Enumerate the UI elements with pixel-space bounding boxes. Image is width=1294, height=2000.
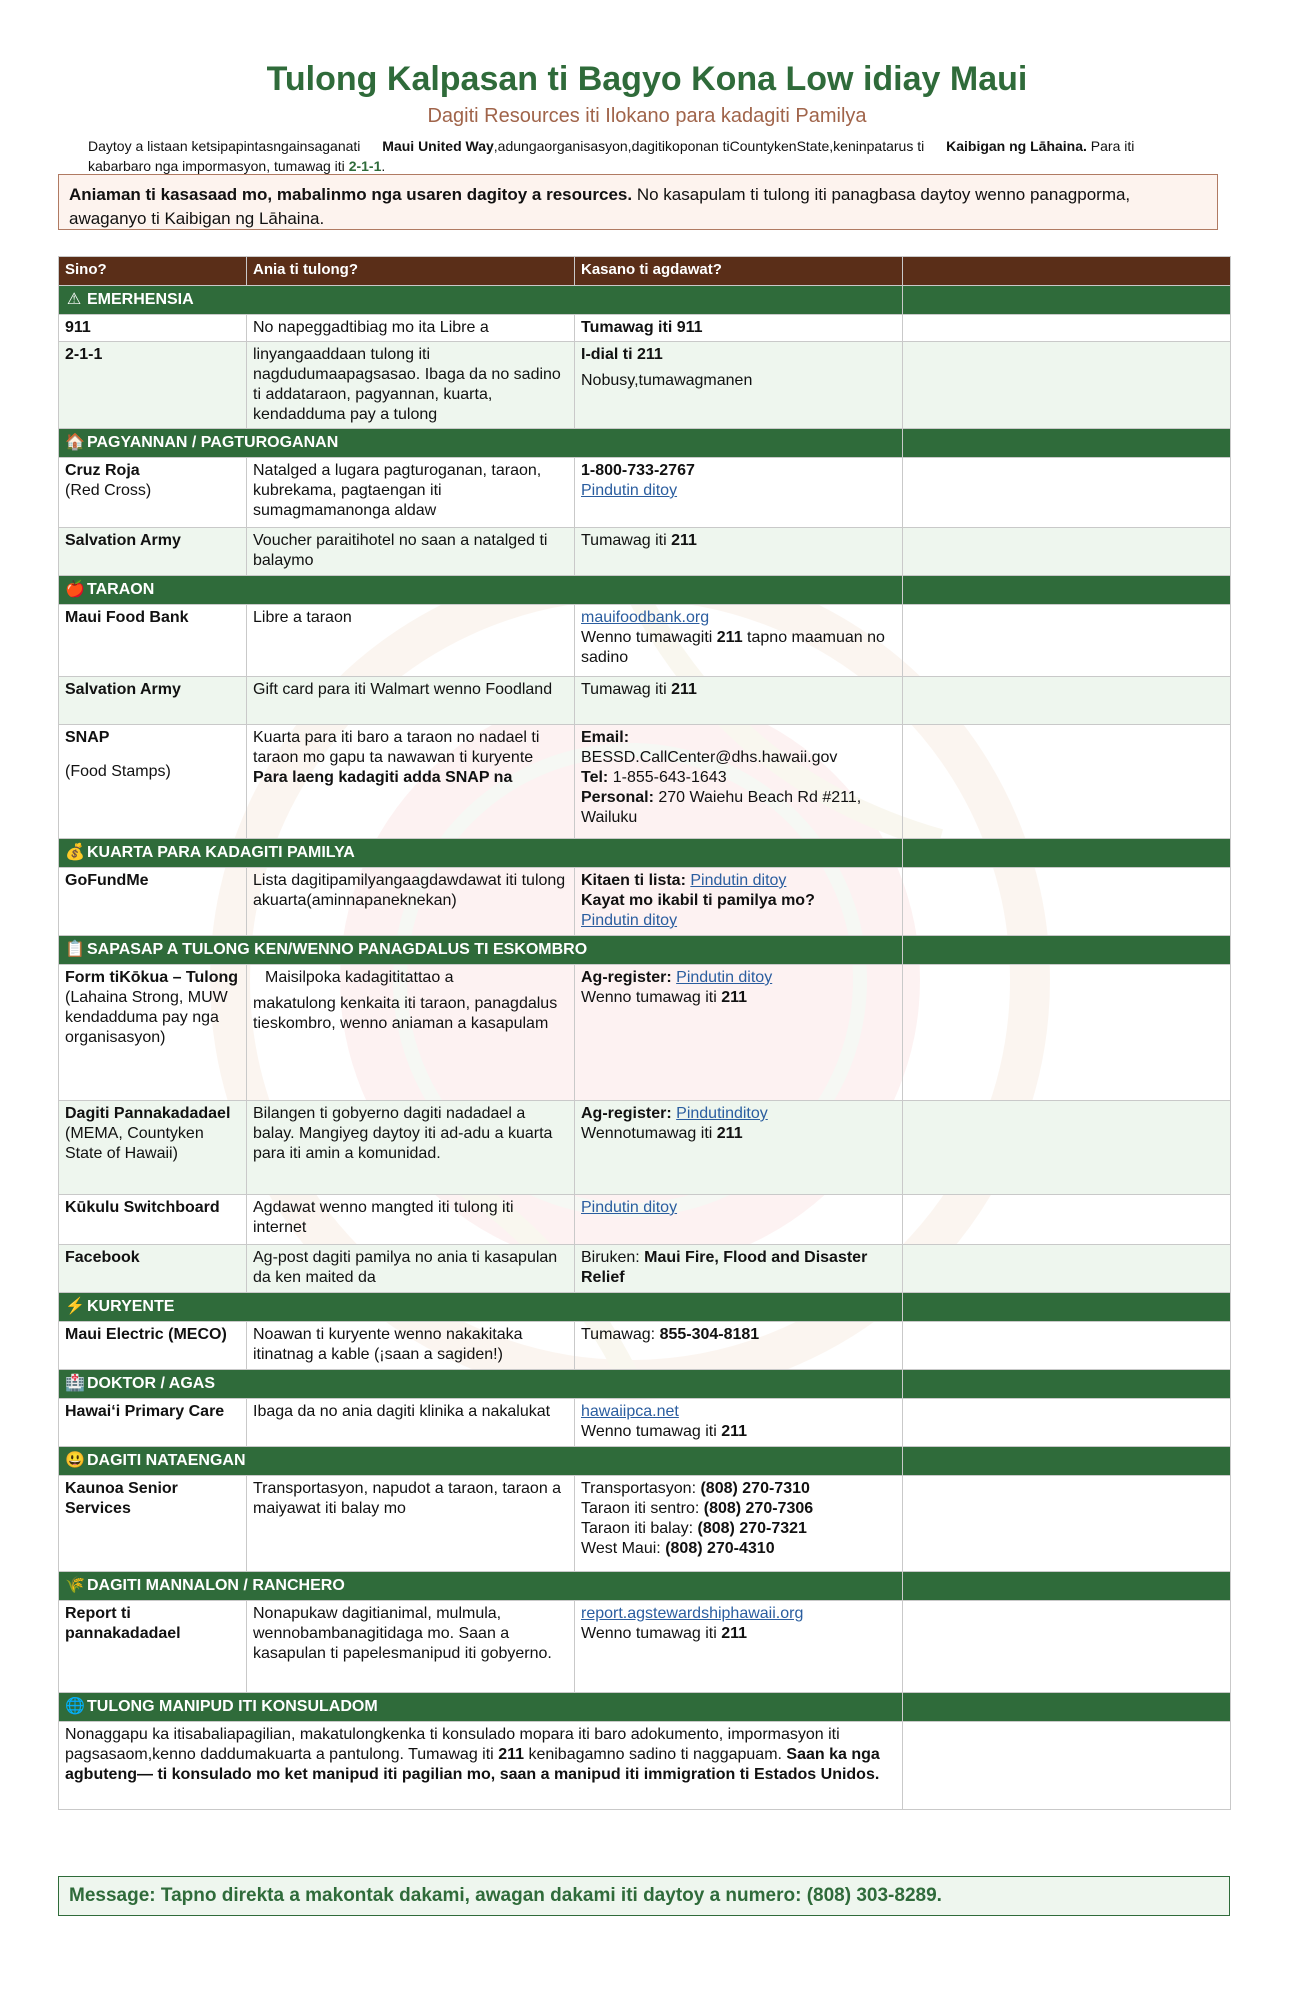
personal-label: Personal:: [581, 789, 654, 806]
row-how: [575, 1195, 903, 1245]
row-how: [575, 528, 903, 576]
intro-text: [88, 136, 1188, 176]
table-row-consulate: [59, 1722, 1231, 1810]
table-row-kukulu: [59, 1195, 1231, 1245]
row-how: [575, 1601, 903, 1693]
call-number: 211: [671, 532, 697, 549]
row-what: Agdawat wenno mangted iti tulong iti internet: [247, 1195, 575, 1245]
call-label: Wenno tumawagiti: [581, 629, 713, 646]
intro-part1: Daytoy a listaan ketsipapintasngainsaganati: [88, 138, 361, 154]
section-food: [59, 576, 1231, 605]
notice-box: [58, 174, 1218, 230]
section-title: PAGYANNAN / PAGTUROGANAN: [87, 434, 339, 451]
row-who: 911: [59, 315, 247, 342]
consulate-bold: Saan ka nga agbuteng— ti konsulado mo ket manipud iti pagilian mo, saan a manipud iti immigration ti Estados Unidos.: [65, 1746, 880, 1783]
table-row-911: [59, 315, 1231, 342]
line-number: (808) 270-7310: [700, 1480, 810, 1497]
row-how: [575, 677, 903, 725]
row-how: [575, 1322, 903, 1370]
busy-note: Nobusy,tumawagmanen: [581, 372, 753, 389]
section-title: SAPASAP A TULONG KEN/WENNO PANAGDALUS TI ESKOMBRO: [87, 941, 588, 958]
who-name: Form tiKōkua – Tulong: [65, 969, 239, 986]
snap-description: Kuarta para iti baro a taraon no nadael ti taraon mo gapu ta nawawan ti kuryente: [253, 729, 540, 766]
kokua-register-link[interactable]: Pindutin ditoy: [676, 969, 773, 986]
row-what: Noawan ti kuryente wenno nakakitaka itinatnag a kable (¡saan a sagiden!): [247, 1322, 575, 1370]
row-who: [59, 1101, 247, 1195]
row-what: Ag-post dagiti pamilya no ania ti kasapulan da ken maited da: [247, 1245, 575, 1293]
row-how: [575, 868, 903, 936]
row-who: [59, 458, 247, 528]
call-number: 211: [721, 989, 748, 1006]
register-label: Ag-register:: [581, 1105, 672, 1122]
consulate-text-1: Nonaggapu ka itisabaliapagilian, makatulongkenka ti konsulado mopara iti baro adokumento, impormasyon iti pagsasaom,kenno daddumakuarta a pantulong. Tumawag iti: [65, 1726, 840, 1763]
row-who: Maui Electric (MECO): [59, 1322, 247, 1370]
row-who: Report ti pannakadadael: [59, 1601, 247, 1693]
header-how: Kasano ti agdawat?: [575, 257, 903, 286]
who-sub: (Lahaina Strong, MUW kendadduma pay nga organisasyon): [65, 989, 228, 1046]
table-row-salvation-army-hotel: [59, 528, 1231, 576]
line-label: Transportasyon:: [581, 1480, 697, 1497]
call-number: 211: [716, 629, 743, 646]
row-how: [575, 1476, 903, 1572]
intro-part2: ,adungaorganisasyon,dagitikoponan tiCountykenState,keninpatarus ti: [493, 138, 925, 154]
notice-rest: No kasapulam ti tulong iti panagbasa daytoy wenno panagporma, awaganyo ti Kaibigan ng Lāhaina.: [69, 185, 1131, 228]
gofundme-add-link[interactable]: Pindutin ditoy: [581, 912, 678, 929]
section-emergency: [59, 286, 1231, 315]
agstewardship-link[interactable]: report.agstewardshiphawaii.org: [581, 1605, 804, 1622]
footer-message: Message: Tapno direkta a makontak dakami, awagan dakami iti daytoy a numero: (808) 303-8289.: [58, 1876, 1230, 1916]
table-row-primary-care: [59, 1399, 1231, 1447]
row-who: Kūkulu Switchboard: [59, 1195, 247, 1245]
line-label: West Maui:: [581, 1540, 661, 1557]
row-who: Facebook: [59, 1245, 247, 1293]
call-label: Tumawag:: [581, 1326, 656, 1343]
section-farmers: [59, 1572, 1231, 1601]
consulate-text-2: kenibagamno sadino ti naggapuam.: [528, 1746, 782, 1763]
who-name: Dagiti Pannakadadael: [65, 1105, 231, 1122]
call-number: 211: [671, 681, 697, 698]
row-what: [247, 965, 575, 1101]
section-title: TARAON: [87, 581, 155, 598]
row-what: No napeggadtibiag mo ita Libre a: [247, 315, 575, 342]
facebook-group: Maui Fire, Flood and Disaster Relief: [581, 1249, 868, 1286]
document-title: Tulong Kalpasan ti Bagyo Kona Low idiay Maui: [266, 60, 1028, 98]
who-sub: (Food Stamps): [65, 763, 171, 780]
call-label: Tumawag iti: [581, 532, 667, 549]
tel-value: 1-855-643-1643: [612, 769, 727, 786]
row-how: [575, 458, 903, 528]
row-what: [247, 725, 575, 839]
kaunoa-line-center: [581, 1499, 896, 1519]
section-title: DAGITI NATAENGAN: [87, 1452, 246, 1469]
row-who: Kaunoa Senior Services: [59, 1476, 247, 1572]
row-what: Voucher paraitihotel no saan a natalged ti balaymo: [247, 528, 575, 576]
row-who: [59, 965, 247, 1101]
apple-icon: 🍎: [65, 581, 85, 598]
call-label: Wennotumawag iti: [581, 1125, 713, 1142]
row-what: Lista dagitipamilyangaagdawdawat iti tulong akuarta(aminnapaneknekan): [247, 868, 575, 936]
row-what: Transportasyon, napudot a taraon, taraon a maiyawat iti balay mo: [247, 1476, 575, 1572]
row-what: Nonapukaw dagitianimal, mulmula, wennobambanagitidaga mo. Saan a kasapulan ti papelesmanipud iti gobyerno.: [247, 1601, 575, 1693]
kokua-description: makatulong kenkaita iti taraon, panagdalus tieskombro, wenno aniaman a kasapulam: [253, 995, 558, 1032]
row-what: Gift card para iti Walmart wenno Foodland: [247, 677, 575, 725]
line-label: Taraon iti sentro:: [581, 1500, 700, 1517]
line-label: Taraon iti balay:: [581, 1520, 694, 1537]
row-who: Salvation Army: [59, 677, 247, 725]
search-label: Biruken:: [581, 1249, 640, 1266]
row-what: Libre a taraon: [247, 605, 575, 677]
row-how: [575, 965, 903, 1101]
section-title: DOKTOR / AGAS: [87, 1375, 216, 1392]
section-doctor: [59, 1370, 1231, 1399]
header-who: Sino?: [59, 257, 247, 286]
row-who: Hawaiʻi Primary Care: [59, 1399, 247, 1447]
table-row-damage: [59, 1101, 1231, 1195]
lightning-icon: ⚡: [65, 1298, 85, 1315]
see-list-label: Kitaen ti lista:: [581, 872, 686, 889]
intro-org2: Kaibigan ng Lāhaina.: [946, 138, 1087, 154]
row-how: [575, 725, 903, 839]
row-who: [59, 725, 247, 839]
redcross-phone: 1-800-733-2767: [581, 462, 695, 479]
kaunoa-line-home: [581, 1519, 896, 1539]
section-title: DAGITI MANNALON / RANCHERO: [87, 1577, 345, 1594]
section-title: EMERHENSIA: [87, 291, 194, 308]
row-how: [575, 605, 903, 677]
email-label: Email:: [581, 729, 630, 746]
kukulu-link[interactable]: Pindutin ditoy: [581, 1199, 678, 1216]
line-number: (808) 270-7306: [703, 1500, 814, 1517]
table-row-kokua-form: [59, 965, 1231, 1101]
section-seniors: [59, 1447, 1231, 1476]
call-number: 855-304-8181: [659, 1326, 760, 1343]
line-number: (808) 270-7321: [697, 1520, 807, 1537]
warning-icon: ⚠: [66, 291, 82, 308]
section-consulate: [59, 1693, 1231, 1722]
document-header: [0, 60, 1294, 128]
call-suffix: tapno maamuan no sadino: [581, 629, 885, 666]
gofundme-list-link[interactable]: Pindutin ditoy: [690, 872, 787, 889]
table-row-food-bank: [59, 605, 1231, 677]
kaunoa-line-transport: [581, 1479, 896, 1499]
tel-label: Tel:: [581, 769, 609, 786]
line-number: (808) 270-4310: [665, 1540, 775, 1557]
plant-icon: 🌾: [65, 1577, 85, 1594]
who-sub: (Red Cross): [65, 482, 152, 499]
section-title: KURYENTE: [87, 1298, 175, 1315]
section-shelter: [59, 429, 1231, 458]
money-bag-icon: 💰: [65, 844, 85, 861]
table-row-redcross: [59, 458, 1231, 528]
kaunoa-line-westmaui: [581, 1539, 896, 1559]
kokua-lead: Maisilpoka kadagititattao a: [265, 969, 454, 986]
call-label: Wenno tumawag iti: [581, 989, 717, 1006]
globe-icon: 🌐: [65, 1698, 85, 1715]
damage-register-link[interactable]: Pindutinditoy: [676, 1105, 768, 1122]
row-what: Ibaga da no ania dagiti klinika a nakalukat: [247, 1399, 575, 1447]
section-title: TULONG MANIPUD ITI KONSULADOM: [87, 1698, 378, 1715]
clipboard-icon: 📋: [65, 941, 85, 958]
house-icon: 🏠: [65, 434, 85, 451]
row-who: 2-1-1: [59, 342, 247, 429]
table-row-report-damage: [59, 1601, 1231, 1693]
row-who: Maui Food Bank: [59, 605, 247, 677]
call-label: Wenno tumawag iti: [581, 1423, 717, 1440]
hawaiipca-link[interactable]: hawaiipca.net: [581, 1403, 679, 1420]
notice-bold: Aniaman ti kasasaad mo, mabalinmo nga usaren dagitoy a resources.: [69, 185, 633, 204]
email-value: BESSD.CallCenter@dhs.hawaii.gov: [581, 749, 838, 766]
intro-number: 2-1-1: [348, 158, 382, 174]
document-subtitle: Dagiti Resources iti Ilokano para kadagiti Pamilya: [427, 105, 867, 127]
table-row-snap: [59, 725, 1231, 839]
row-how: Tumawag iti 911: [575, 315, 903, 342]
row-how: [575, 1101, 903, 1195]
row-what: Bilangen ti gobyerno dagiti nadadael a balay. Mangiyeg daytoy iti ad-adu a kuarta para iti amin a komunidad.: [247, 1101, 575, 1195]
row-who: GoFundMe: [59, 868, 247, 936]
call-label: Tumawag iti: [581, 681, 667, 698]
smile-icon: 😃: [65, 1452, 85, 1469]
table-row-facebook: [59, 1245, 1231, 1293]
section-title: KUARTA PARA KADAGITI PAMILYA: [87, 844, 355, 861]
section-power: [59, 1293, 1231, 1322]
table-row-211: [59, 342, 1231, 429]
row-what: Natalged a lugara pagturoganan, taraon, kubrekama, pagtaengan iti sumagmamanonga aldaw: [247, 458, 575, 528]
call-number: 211: [721, 1625, 748, 1642]
foodbank-link[interactable]: mauifoodbank.org: [581, 609, 710, 626]
resource-table: [58, 256, 1231, 1810]
table-header-row: [59, 257, 1231, 286]
section-money: [59, 839, 1231, 868]
header-extra: [903, 257, 1231, 286]
call-number: 211: [716, 1125, 743, 1142]
call-number: 211: [721, 1423, 748, 1440]
section-relief: [59, 936, 1231, 965]
redcross-link[interactable]: Pindutin ditoy: [581, 482, 678, 499]
intro-part3: Para iti kabarbaro nga impormasyon, tumawag iti: [88, 138, 1135, 174]
add-family-question: Kayat mo ikabil ti pamilya mo?: [581, 892, 815, 909]
who-name: SNAP: [65, 729, 110, 746]
consulate-number: 211: [498, 1746, 524, 1763]
row-how: [575, 342, 903, 429]
row-what: linyangaaddaan tulong iti nagdudumaapagsasao. Ibaga da no sadino ti addataraon, pagyannan, kuarta, kendadduma pay a tulong: [247, 342, 575, 429]
intro-end: .: [381, 158, 386, 174]
table-row-meco: [59, 1322, 1231, 1370]
row-who: Salvation Army: [59, 528, 247, 576]
dial-211: I-dial ti 211: [581, 346, 663, 363]
table-row-salvation-army-gift: [59, 677, 1231, 725]
hospital-icon: 🏥: [65, 1375, 85, 1392]
snap-note: Para laeng kadagiti adda SNAP na: [253, 769, 513, 786]
call-label: Wenno tumawag iti: [581, 1625, 717, 1642]
row-how: [575, 1399, 903, 1447]
consulate-text: [59, 1722, 903, 1810]
row-how: [575, 1245, 903, 1293]
table-row-gofundme: [59, 868, 1231, 936]
personal-value: 270 Waiehu Beach Rd #211, Wailuku: [581, 789, 862, 826]
table-row-kaunoa: [59, 1476, 1231, 1572]
header-what: Ania ti tulong?: [247, 257, 575, 286]
who-sub: (MEMA, Countyken State of Hawaii): [65, 1125, 204, 1162]
intro-org1: Maui United Way: [382, 138, 494, 154]
register-label: Ag-register:: [581, 969, 672, 986]
who-name: Cruz Roja: [65, 462, 140, 479]
